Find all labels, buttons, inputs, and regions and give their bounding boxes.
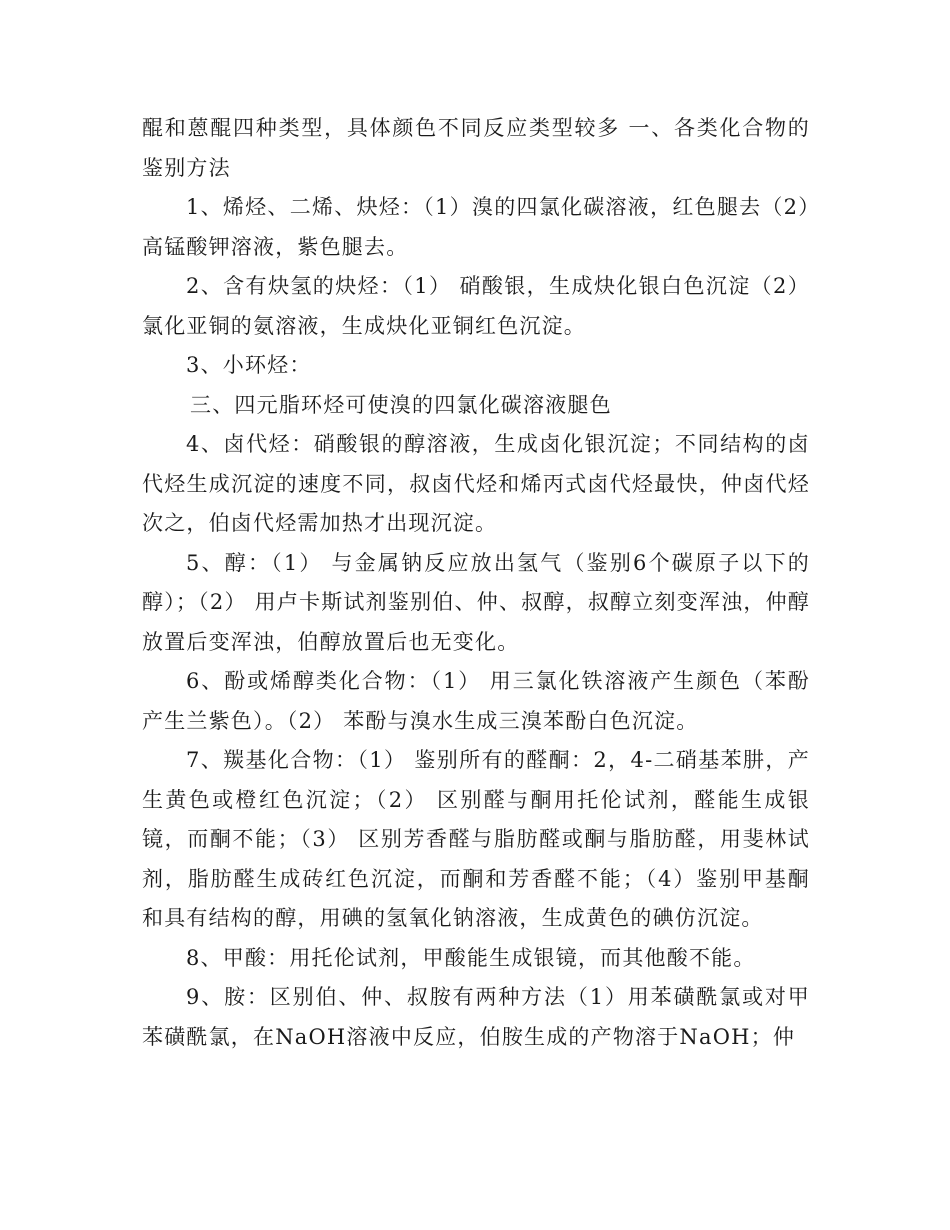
paragraph-alkenes: 1、烯烃、二烯、炔烃：（1）溴的四氯化碳溶液，红色腿去（2）高锰酸钾溶液，紫色腿去。 bbox=[142, 195, 810, 259]
paragraph-formic-acid: 8、甲酸：用托伦试剂，甲酸能生成银镜，而其他酸不能。 bbox=[186, 945, 756, 970]
paragraph-continuation: 醌和蒽醌四种类型，具体颜色不同反应类型较多 一、各类化合物的鉴别方法 bbox=[142, 116, 810, 180]
paragraph-small-ring-detail: 三、四元脂环烃可使溴的四氯化碳溶液腿色 bbox=[190, 392, 612, 417]
paragraph-phenols: 6、酚或烯醇类化合物：（1） 用三氯化铁溶液产生颜色（苯酚产生兰紫色）。（2） 苯酚与溴水生成三溴苯酚白色沉淀。 bbox=[142, 669, 810, 733]
paragraph-carbonyls: 7、羰基化合物：（1） 鉴别所有的醛酮：2，4-二硝基苯肼，产生黄色或橙红色沉淀；（2） 区别醛与酮用托伦试剂，醛能生成银镜，而酮不能；（3） 区别芳香醛与脂肪醛或酮与脂肪醛，用斐林试剂，脂肪醛生成砖红色沉淀，而酮和芳香醛不能；（4）鉴别甲基酮和具有结构的醇，用碘的氢氧化钠溶液，生成黄色的碘仿沉淀。 bbox=[142, 748, 810, 930]
document-body bbox=[142, 109, 810, 1057]
paragraph-amines: 9、胺：区别伯、仲、叔胺有两种方法（1）用苯磺酰氯或对甲苯磺酰氯，在NaOH溶液中反应，伯胺生成的产物溶于NaOH；仲 bbox=[142, 985, 810, 1049]
paragraph-small-ring: 3、小环烃： bbox=[186, 353, 312, 377]
paragraph-terminal-alkynes: 2、含有炔氢的炔烃：（1） 硝酸银，生成炔化银白色沉淀（2） 氯化亚铜的氨溶液，生成炔化亚铜红色沉淀。 bbox=[142, 274, 810, 338]
paragraph-haloalkanes: 4、卤代烃：硝酸银的醇溶液，生成卤化银沉淀；不同结构的卤代烃生成沉淀的速度不同，叔卤代烃和烯丙式卤代烃最快，仲卤代烃次之，伯卤代烃需加热才出现沉淀。 bbox=[142, 432, 810, 535]
paragraph-alcohols: 5、醇：（1） 与金属钠反应放出氢气（鉴别6个碳原子以下的醇）；（2） 用卢卡斯试剂鉴别伯、仲、叔醇，叔醇立刻变浑浊，仲醇放置后变浑浊，伯醇放置后也无变化。 bbox=[142, 550, 810, 654]
